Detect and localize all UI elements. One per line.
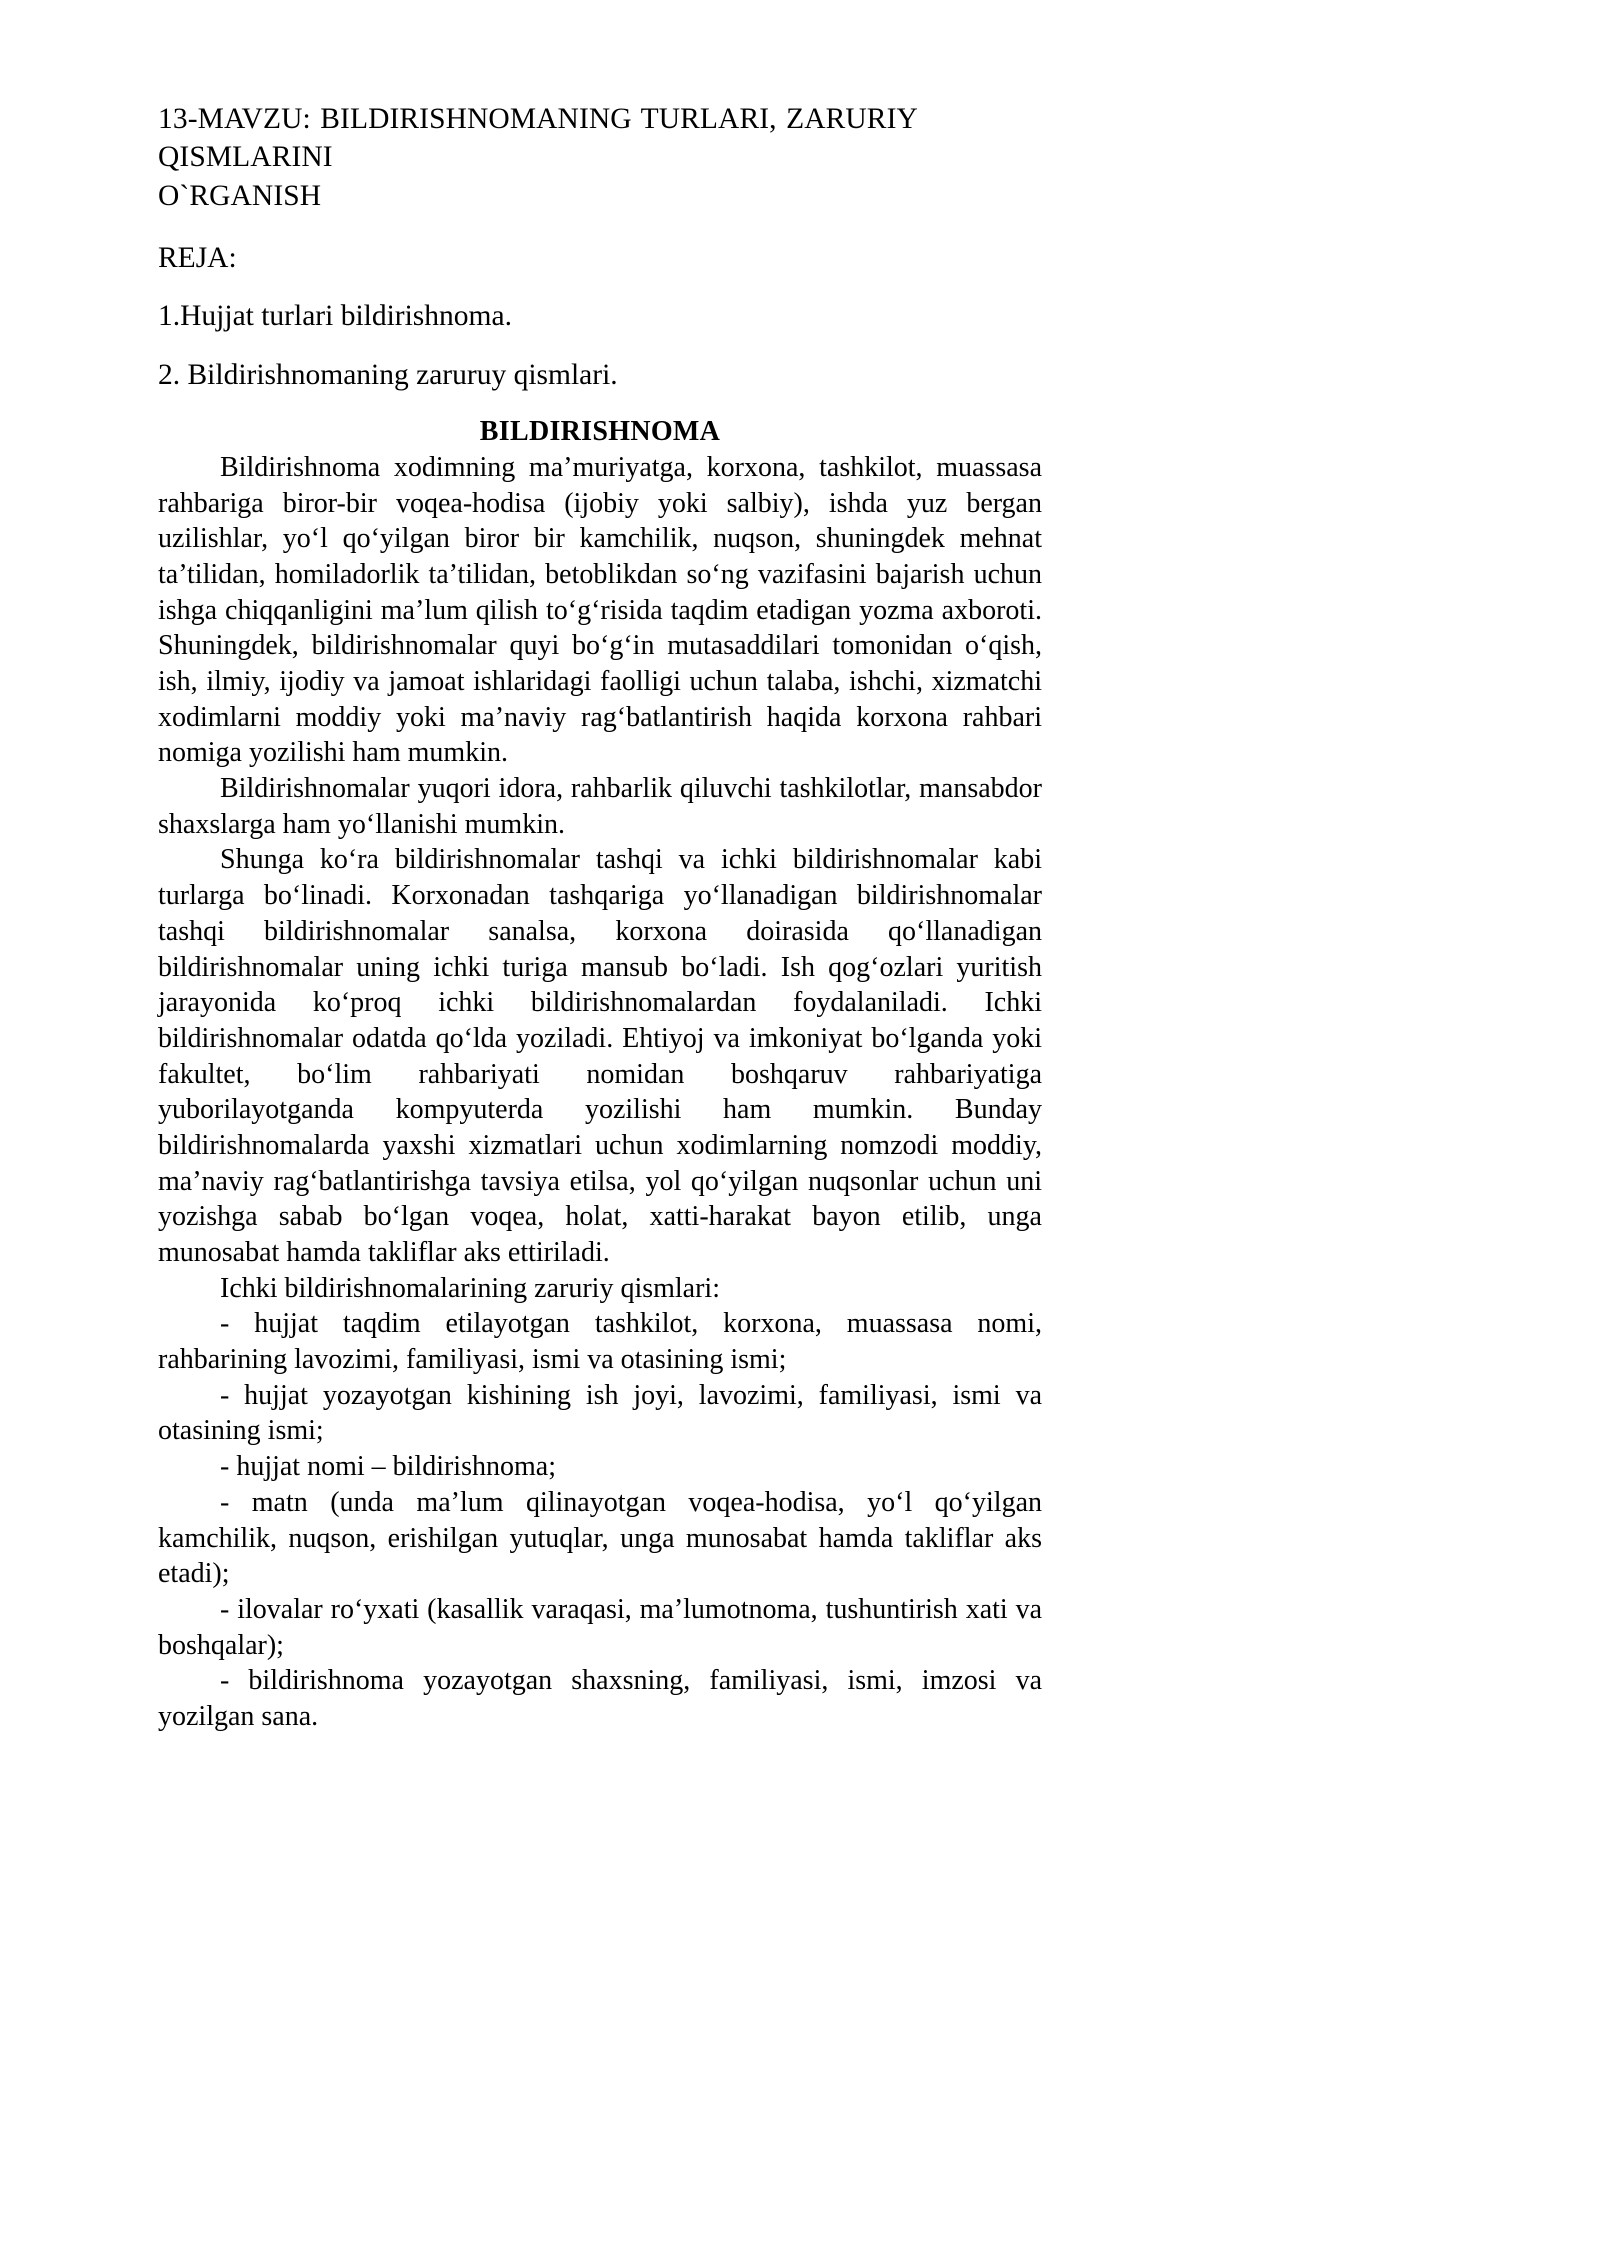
required-part-3: - hujjat nomi – bildirishnoma; [220,1451,556,1483]
paragraph-3: Shunga ko‘ra bildirishnomalar tashqi va ichki bildirishnomalar kabi turlarga bo‘linadi. Korxonadan tashqariga yo‘llanadigan bildirishnomalar tashqi bildirishnomalar sanalsa, korxona doirasida qo‘llanadigan bildirishnomalar uning ichki turiga mansub bo‘ladi. Ish qog‘ozlari yuritish jarayonida ko‘proq ichki bildirishnomalardan foydalaniladi. Ichki bildirishnomalar odatda qo‘lda yoziladi. Ehtiyoj va imkoniyat bo‘lganda yoki fakultet, bo‘lim rahbariyati nomidan boshqaruv rahbariyatiga yuborilayotganda kompyuterda yozilishi ham mumkin. Bunday bildirishnomalarda yaxshi xizmatlari uchun xodimlarning nomzodi moddiy, ma’naviy rag‘batlantirishga tavsiya etilsa, yol qo‘yilgan nuqsonlar uchun uni yozishga sabab bo‘lgan voqea, holat, xatti-harakat bayon etilib, unga munosabat hamda takliflar aks ettiriladi. [158,844,1042,1269]
body-text-block [158,450,1042,1735]
document-title-line-2: O`RGANISH [158,179,322,212]
section-heading-bildirishnoma: BILDIRISHNOMA [479,416,721,448]
spacer-between-plan-items [158,336,1042,356]
required-part-5: - ilovalar ro‘yxati (kasallik varaqasi, ma’lumotnoma, tushuntirish xati va boshqalar); [158,1593,1042,1661]
plan-item-1: 1.Hujjat turlari bildirishnoma. [158,300,512,333]
paragraph-1: Bildirishnoma xodimning ma’muriyatga, korxona, tashkilot, muassasa rahbariga biror-bir voqea-hodisa (ijobiy yoki salbiy), ishda yuz bergan uzilishlar, yo‘l qo‘yilgan biror bir kamchilik, nuqson, shuningdek mehnat ta’tilidan, homiladorlik ta’tilidan, betoblikdan so‘ng vazifasini bajarish uchun ishga chiqqanligini ma’lum qilish to‘g‘risida taqdim etadigan yozma axboroti. Shuningdek, bildirishnomalar quyi bo‘g‘in mutasaddilari tomonidan o‘qish, ish, ilmiy, ijodiy va jamoat ishlaridagi faolligi uchun talaba, ishchi, xizmatchi xodimlarni moddiy yoki ma’naviy rag‘batlantirish haqida korxona rahbari nomiga yozilishi ham mumkin. [158,451,1042,769]
required-part-4: - matn (unda ma’lum qilinayotgan voqea-hodisa, yo‘l qo‘yilgan kamchilik, nuqson, erishilgan yutuqlar, unga munosabat hamda takliflar aks etadi); [158,1486,1042,1590]
document-title-line-1: 13-MAVZU: BILDIRISHNOMANING TURLARI, ZARURIY QISMLARINI [158,103,917,174]
document-title [158,100,1042,215]
spacer-after-title [158,215,1042,239]
plan-label: REJA: [158,242,237,275]
paragraph-2: Bildirishnomalar yuqori idora, rahbarlik qiluvchi tashkilotlar, mansabdor shaxslarga ham yo‘llanishi mumkin. [158,773,1042,840]
required-part-6: - bildirishnoma yozayotgan shaxsning, familiyasi, ismi, imzosi va yozilgan sana. [158,1665,1042,1732]
required-part-2: - hujjat yozayotgan kishining ish joyi, lavozimi, familiyasi, ismi va otasining ismi; [158,1379,1042,1447]
paragraph-4-intro: Ichki bildirishnomalarining zaruriy qismlari: [220,1272,720,1304]
document-body [158,100,1042,1735]
spacer-before-section-heading [158,394,1042,414]
plan-item-2: 2. Bildirishnomaning zaruruy qismlari. [158,358,618,391]
spacer-after-plan-label [158,277,1042,297]
required-part-1: - hujjat taqdim etilayotgan tashkilot, korxona, muassasa nomi, rahbarining lavozimi, familiyasi, ismi va otasining ismi; [158,1308,1042,1376]
